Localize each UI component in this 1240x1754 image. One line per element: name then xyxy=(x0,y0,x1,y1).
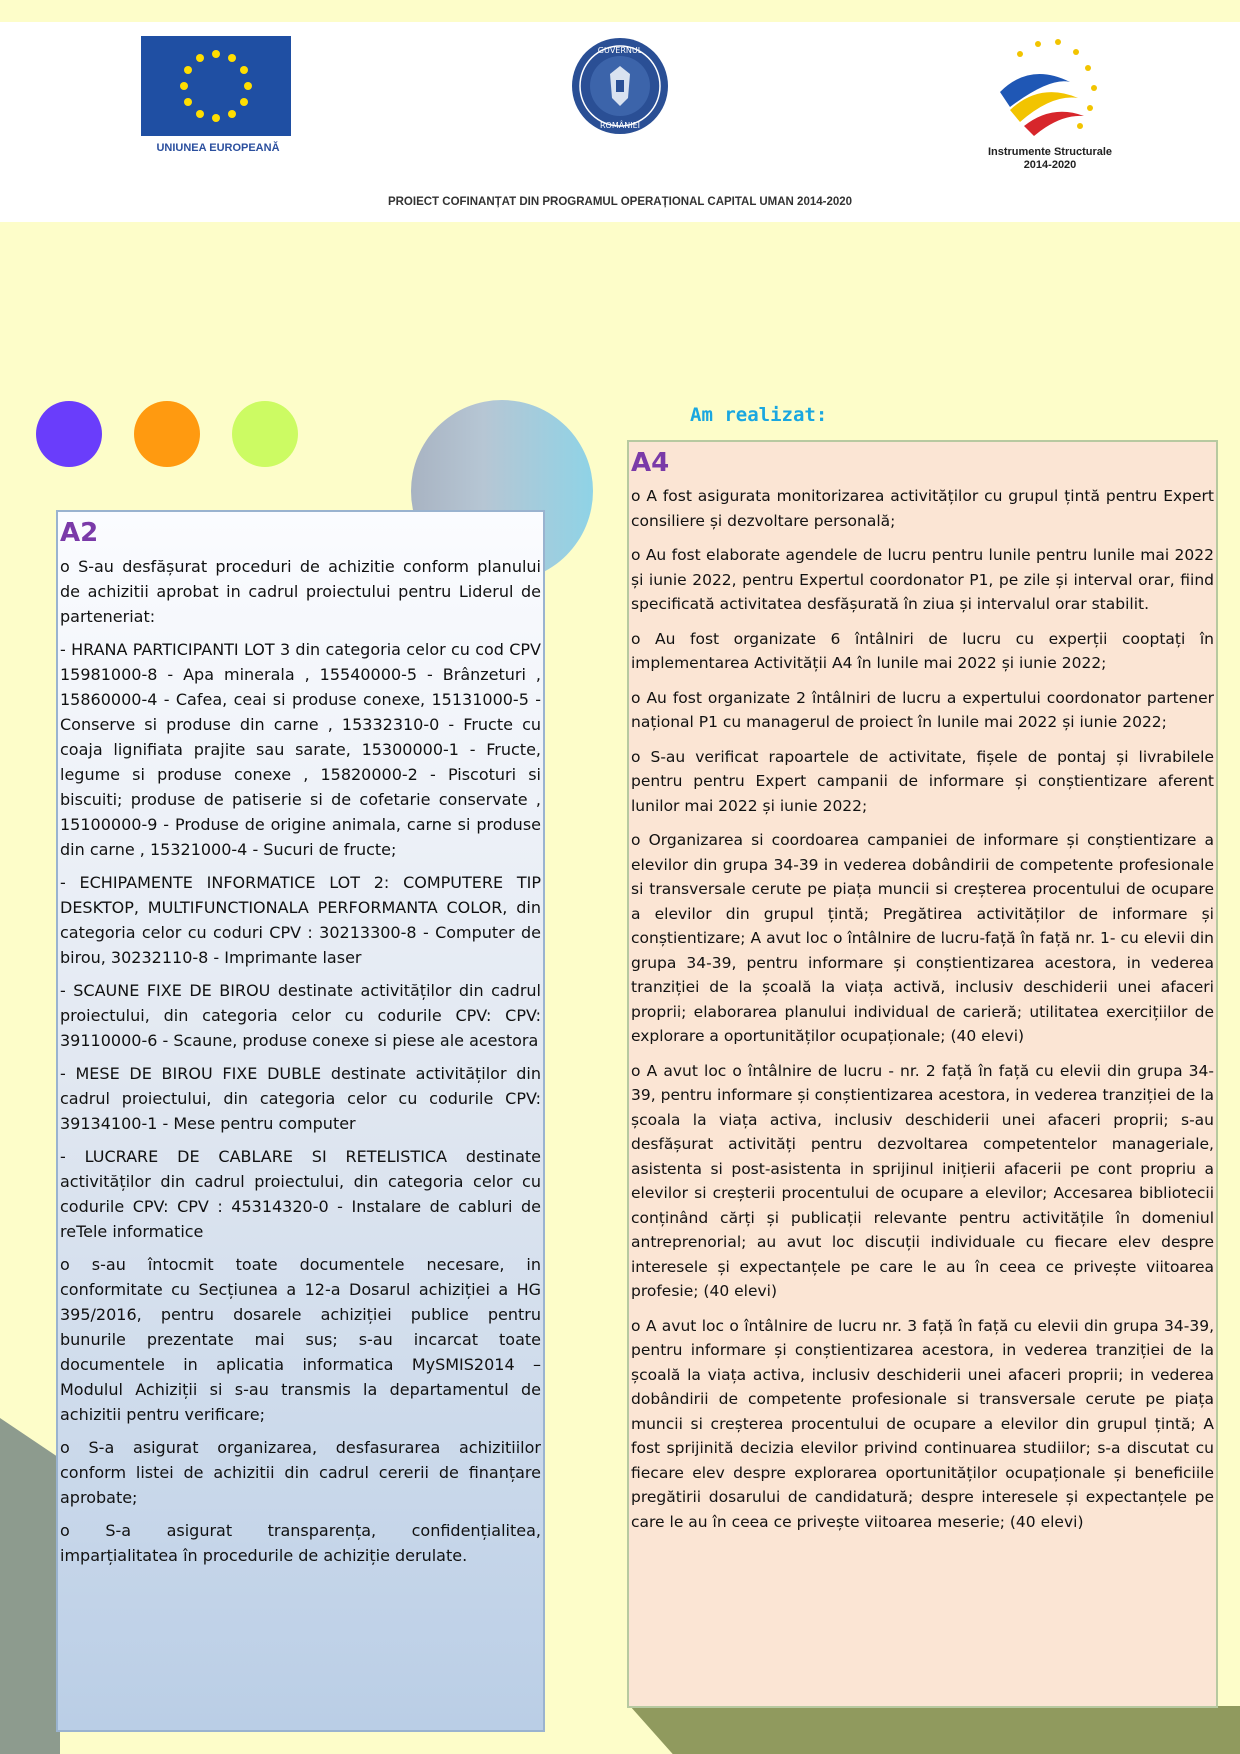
a4-paragraph: o Au fost organizate 6 întâlniri de lucru cu experții cooptați în implementarea Activității A4 în lunile mai 2022 și iunie 2022; xyxy=(631,629,1214,672)
decorative-shape-left xyxy=(0,1418,60,1754)
a2-paragraph: o S-a asigurat transparența, confidențialitea, imparțialitatea în procedurile de achiziție derulate. xyxy=(60,1521,541,1565)
government-seal-logo xyxy=(570,36,670,136)
eu-flag-logo xyxy=(141,36,291,136)
a2-paragraph: o S-a asigurat organizarea, desfasurarea achizitiilor conform listei de achizitii din cadrul cererii de finanțare aprobate; xyxy=(60,1438,541,1507)
structural-instruments-icon xyxy=(990,32,1110,152)
is-label-line1: Instrumente Structurale xyxy=(987,146,1113,158)
seal-bottom-text: ROMÂNIEI xyxy=(600,121,640,130)
a4-paragraph: o A fost asigurata monitorizarea activităților cu grupul țintă pentru Expert consiliere și dezvoltare personală; xyxy=(631,487,1214,530)
a2-paragraph: - ECHIPAMENTE INFORMATICE LOT 2: COMPUTERE TIP DESKTOP, MULTIFUNCTIONALA PERFORMANTA COLOR, din categoria celor cu coduri CPV : 30213300-8 - Computer de birou, 30232110-8 - Imprimante laser xyxy=(60,873,541,967)
a4-paragraph: o A avut loc o întâlnire de lucru - nr. 2 față în față cu elevii din grupa 34-39, pentru informare și conștientizarea acestora, in vederea tranziției de la școala la viața activa, inclusiv deschiderii unei afaceri proprii; s-au desfășurat activități pentru dezvoltarea competentelor manageriale, asistenta si post-asistenta in sprijinul inițierii afacerii pe cont propriu a elevilor si creșterii procentului de ocupare a elevilor; Accesarea bibliotecii conținând cărți și publicații relevante pentru activitățile în domeniul antreprenorial; au avut loc discuții individuale cu fiecare elev despre interesele și expectanțele pe care le au în ceea ce privește viitoarea profesie; (40 elevi) xyxy=(631,1061,1214,1300)
section-a2 xyxy=(56,510,545,1732)
am-realizat-heading: Am realizat: xyxy=(690,404,828,426)
structural-instruments-label xyxy=(960,146,1140,172)
eu-stars-icon xyxy=(141,36,291,136)
is-label-line2: 2014-2020 xyxy=(1023,159,1077,171)
header-banner xyxy=(0,22,1240,222)
a2-paragraph: o S-au desfășurat proceduri de achizitie conform planului de achizitii aprobat in cadrul proiectului pentru Liderul de parteneriat: xyxy=(60,557,541,626)
a2-paragraph: - SCAUNE FIXE DE BIROU destinate activităților din cadrul proiectului, din categoria celor cu codurile CPV: CPV: 39110000-6 - Scaune, produse conexe si piese ale acestora xyxy=(60,981,541,1050)
decorative-shape-right xyxy=(630,1706,1240,1754)
decorative-dot-orange xyxy=(134,401,200,467)
decorative-dot-purple xyxy=(36,401,102,467)
a4-paragraph: o Au fost organizate 2 întâlniri de lucru a expertului coordonator partener național P1 cu managerul de proiect în lunile mai 2022 și iunie 2022; xyxy=(631,688,1214,731)
eu-label: UNIUNEA EUROPEANĂ xyxy=(156,142,280,154)
section-a4 xyxy=(627,440,1218,1708)
a4-paragraph: o Organizarea si coordoarea campaniei de informare și conștientizare a elevilor din grupa 34-39 in vederea dobândirii de competente profesionale si transversale cerute pe piața muncii si creșterea procentului de ocupare a elevilor din grupul țintă; Pregătirea activităților de informare și conștientizare; A avut loc o întâlnire de lucru-față în față nr. 1- cu elevii din grupa 34-39, pentru informare și conștientizarea acestora, in vederea tranziției de la școală la viața activă, inclusiv deschiderii unei afaceri proprii; elaborarea planului individual de carieră; utilitatea exercițiilor de explorare a oportunităților ocupaționale; (40 elevi) xyxy=(631,831,1214,1045)
a2-paragraph: - HRANA PARTICIPANTI LOT 3 din categoria celor cu cod CPV 15981000-8 - Apa minerala , 15540000-5 - Brânzeturi , 15860000-4 - Cafea, ceai si produse conexe, 15131000-5 - Conserve si produse din carne , 15332310-0 - Fructe cu coaja lignifiata prajite sau sarate, 15300000-1 - Fructe, legume si produse conexe , 15820000-2 - Piscoturi si biscuiti; produse de patiserie si de cofetarie conservate , 15100000-9 - Produse de origine animala, carne si produse din carne , 15321000-4 - Sucuri de fructe; xyxy=(60,640,541,859)
section-a2-title: A2 xyxy=(60,518,99,548)
coat-of-arms-icon xyxy=(570,36,670,136)
a2-paragraph: - MESE DE BIROU FIXE DUBLE destinate activităților din cadrul proiectului, din categoria celor cu codurile CPV: 39134100-1 - Mese pentru computer xyxy=(60,1064,541,1133)
a4-paragraph: o Au fost elaborate agendele de lucru pentru lunile pentru lunile mai 2022 și iunie 2022, pentru Expertul coordonator P1, pe zile și interval orar, fiind specificată activitatea desfășurată în ziua și intervalul orar stabilit. xyxy=(631,546,1214,613)
project-caption: PROIECT COFINANȚAT DIN PROGRAMUL OPERAȚIONAL CAPITAL UMAN 2014-2020 xyxy=(387,196,853,208)
seal-top-text: GUVERNUL xyxy=(597,46,643,55)
section-a4-title: A4 xyxy=(631,448,670,478)
a4-paragraph: o A avut loc o întâlnire de lucru nr. 3 față în față cu elevii din grupa 34-39, pentru informare și conștientizarea acestora, in vederea tranziției de la școală la viața activa, inclusiv deschiderii unei afaceri proprii; in vederea dobândirii de competente profesionale si transversale cerute pe piața muncii si creșterea procentului de ocupare a elevilor din grupul țintă; A fost sprijinită decizia elevilor privind continuarea studiilor; s-a discutat cu fiecare elev despre explorarea oportunităților ocupaționale și beneficiile pregătirii dosarului de candidatură; despre interesele și expectanțele pe care le au în ceea ce privește viitoarea meserie; (40 elevi) xyxy=(631,1316,1214,1531)
a4-paragraph: o S-au verificat rapoartele de activitate, fișele de pontaj și livrabilele pentru pentru Expert campanii de informare și conștientizare aferent lunilor mai 2022 și iunie 2022; xyxy=(631,747,1214,815)
a2-paragraph: o s-au întocmit toate documentele necesare, in conformitate cu Secțiunea a 12-a Dosarul achiziției a HG 395/2016, pentru dosarele achiziției publice pentru bunurile prezentate mai sus; s-au incarcat toate documentele in aplicatia informatica MySMIS2014 – Modulul Achiziții si s-au transmis la departamentul de achizitii pentru verificare; xyxy=(60,1255,541,1424)
structural-instruments-logo xyxy=(990,32,1110,152)
a2-paragraph: - LUCRARE DE CABLARE SI RETELISTICA destinate activităților din cadrul proiectului, din categoria celor cu codurile CPV: CPV : 45314320-0 - Instalare de cabluri de reTele informatice xyxy=(60,1147,541,1241)
decorative-dot-lime xyxy=(232,401,298,467)
